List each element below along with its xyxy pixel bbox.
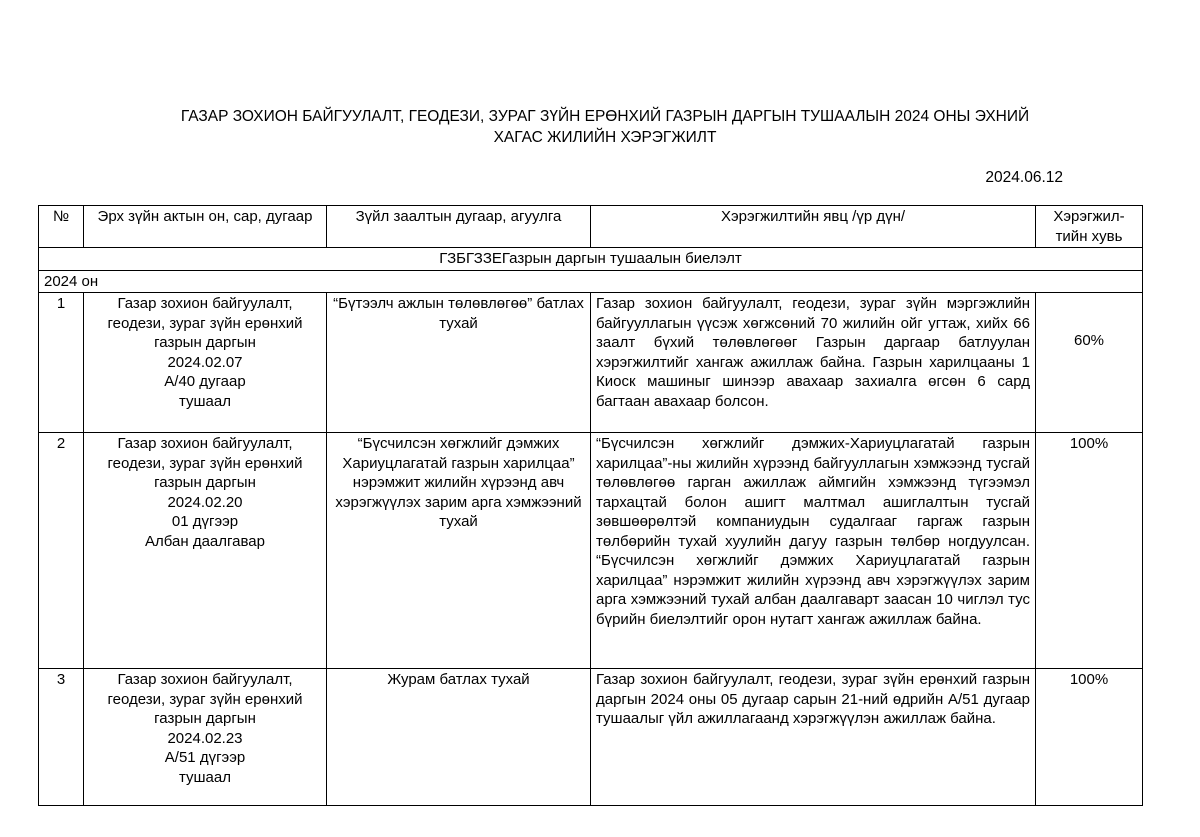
section-row [39,248,1143,271]
act-type: тушаал [178,768,231,786]
section-title: ГЗБГЗЗЕГазрын даргын тушаалын биелэлт [39,248,1143,271]
act-date: 2024.02.07 [167,353,243,371]
progress-cell: Газар зохион байгуулалт, геодези, зураг зүйн ерөнхий газрын даргын 2024 оны 05 дугаар сарын 21-ний өдрийн А/51 дугаар тушаалыг үйл ажиллагаанд хэрэгжүүлэн ажиллаж байна. [591,669,1036,806]
table-row [39,433,1143,669]
act-cell [84,669,327,806]
header-row [39,206,1143,248]
header-progress: Хэрэгжилтийн явц /үр дүн/ [591,206,1036,248]
header-no: № [39,206,84,248]
document-title [60,106,1150,148]
act-number: 01 дүгээр [171,513,239,530]
header-percent: Хэрэгжил-тийн хувь [1036,206,1143,248]
title-line-2: ХАГАС ЖИЛИЙН ХЭРЭГЖИЛТ [493,129,717,146]
row-number: 1 [39,293,84,433]
act-type: Албан даалгавар [145,532,265,550]
year-row [39,270,1143,293]
implementation-table [38,205,1143,806]
act-cell [84,433,327,669]
header-act: Эрх зүйн актын он, сар, дугаар [84,206,327,248]
act-number: А/51 дүгээр [164,749,246,766]
act-date: 2024.02.20 [167,493,243,511]
document-date: 2024.06.12 [985,169,1063,186]
act-type: тушаал [178,392,231,410]
act-number: А/40 дугаар [164,373,246,390]
progress-cell: Газар зохион байгуулалт, геодези, зураг зүйн мэргэжлийн байгууллагын үүсэж хөгжсөний 70 жилийн ойг угтаж, хийх 66 заалт бүхий төлөвлөгөөг Газрын даргаар батлуулан хэрэгжилтийг хангаж ажиллаж байна. Газрын харилцааны 1 Киоск машиныг шинээр авахаар захиалга өгсөн 6 сард багтаан авахаар болсон. [591,293,1036,433]
act-org: Газар зохион байгуулалт, геодези, зураг зүйн ерөнхий газрын даргын [107,295,303,351]
article-cell: “Бүтээлч ажлын төлөвлөгөө” батлах тухай [327,293,591,433]
percent-cell: 60% [1036,293,1143,433]
percent-cell: 100% [1036,669,1143,806]
year-label: 2024 он [39,270,1143,293]
article-cell: “Бүсчилсэн хөгжлийг дэмжих Хариуцлагатай газрын харилцаа” нэрэмжит жилийн хүрээнд авч хэрэгжүүлэх зарим арга хэмжээний тухай [327,433,591,669]
act-org: Газар зохион байгуулалт, геодези, зураг зүйн ерөнхий газрын даргын [107,435,303,491]
act-cell [84,293,327,433]
title-line-1: ГАЗАР ЗОХИОН БАЙГУУЛАЛТ, ГЕОДЕЗИ, ЗУРАГ ЗҮЙН ЕРӨНХИЙ ГАЗРЫН ДАРГЫН ТУШААЛЫН 2024 ОНЫ ЭХНИЙ [180,108,1030,125]
table-row [39,293,1143,433]
progress-cell: “Бүсчилсэн хөгжлийг дэмжих-Хариуцлагатай газрын харилцаа”-ны жилийн хүрээнд байгууллагын хэмжээнд тусгай төлөвлөгөө гарган ажиллаж аймгийн хэмжээнд түгээмэл тархацтай болон ашигт малтмал ашиглалтын тусгай зөвшөөрөлтэй компаниудын судалгааг гаргаж газрын төлбөрийн тухай хуулийн дагуу газрын төлбөр ногдуулсан. “Бүсчилсэн хөгжлийг дэмжих Хариуцлагатай газрын харилцаа” нэрэмжит жилийн хүрээнд авч хэрэгжүүлэх зарим арга хэмжээний тухай албан даалгаварт заасан 10 чиглэл тус бүрийн биелэлтийг орон нутагт хангаж ажиллаж байна. [591,433,1036,669]
row-number: 3 [39,669,84,806]
table-row [39,669,1143,806]
act-org: Газар зохион байгуулалт, геодези, зураг зүйн ерөнхий газрын даргын [107,671,303,727]
percent-cell: 100% [1036,433,1143,669]
article-cell: Журам батлах тухай [327,669,591,806]
header-article: Зүйл заалтын дугаар, агуулга [327,206,591,248]
row-number: 2 [39,433,84,669]
act-date: 2024.02.23 [167,729,243,747]
